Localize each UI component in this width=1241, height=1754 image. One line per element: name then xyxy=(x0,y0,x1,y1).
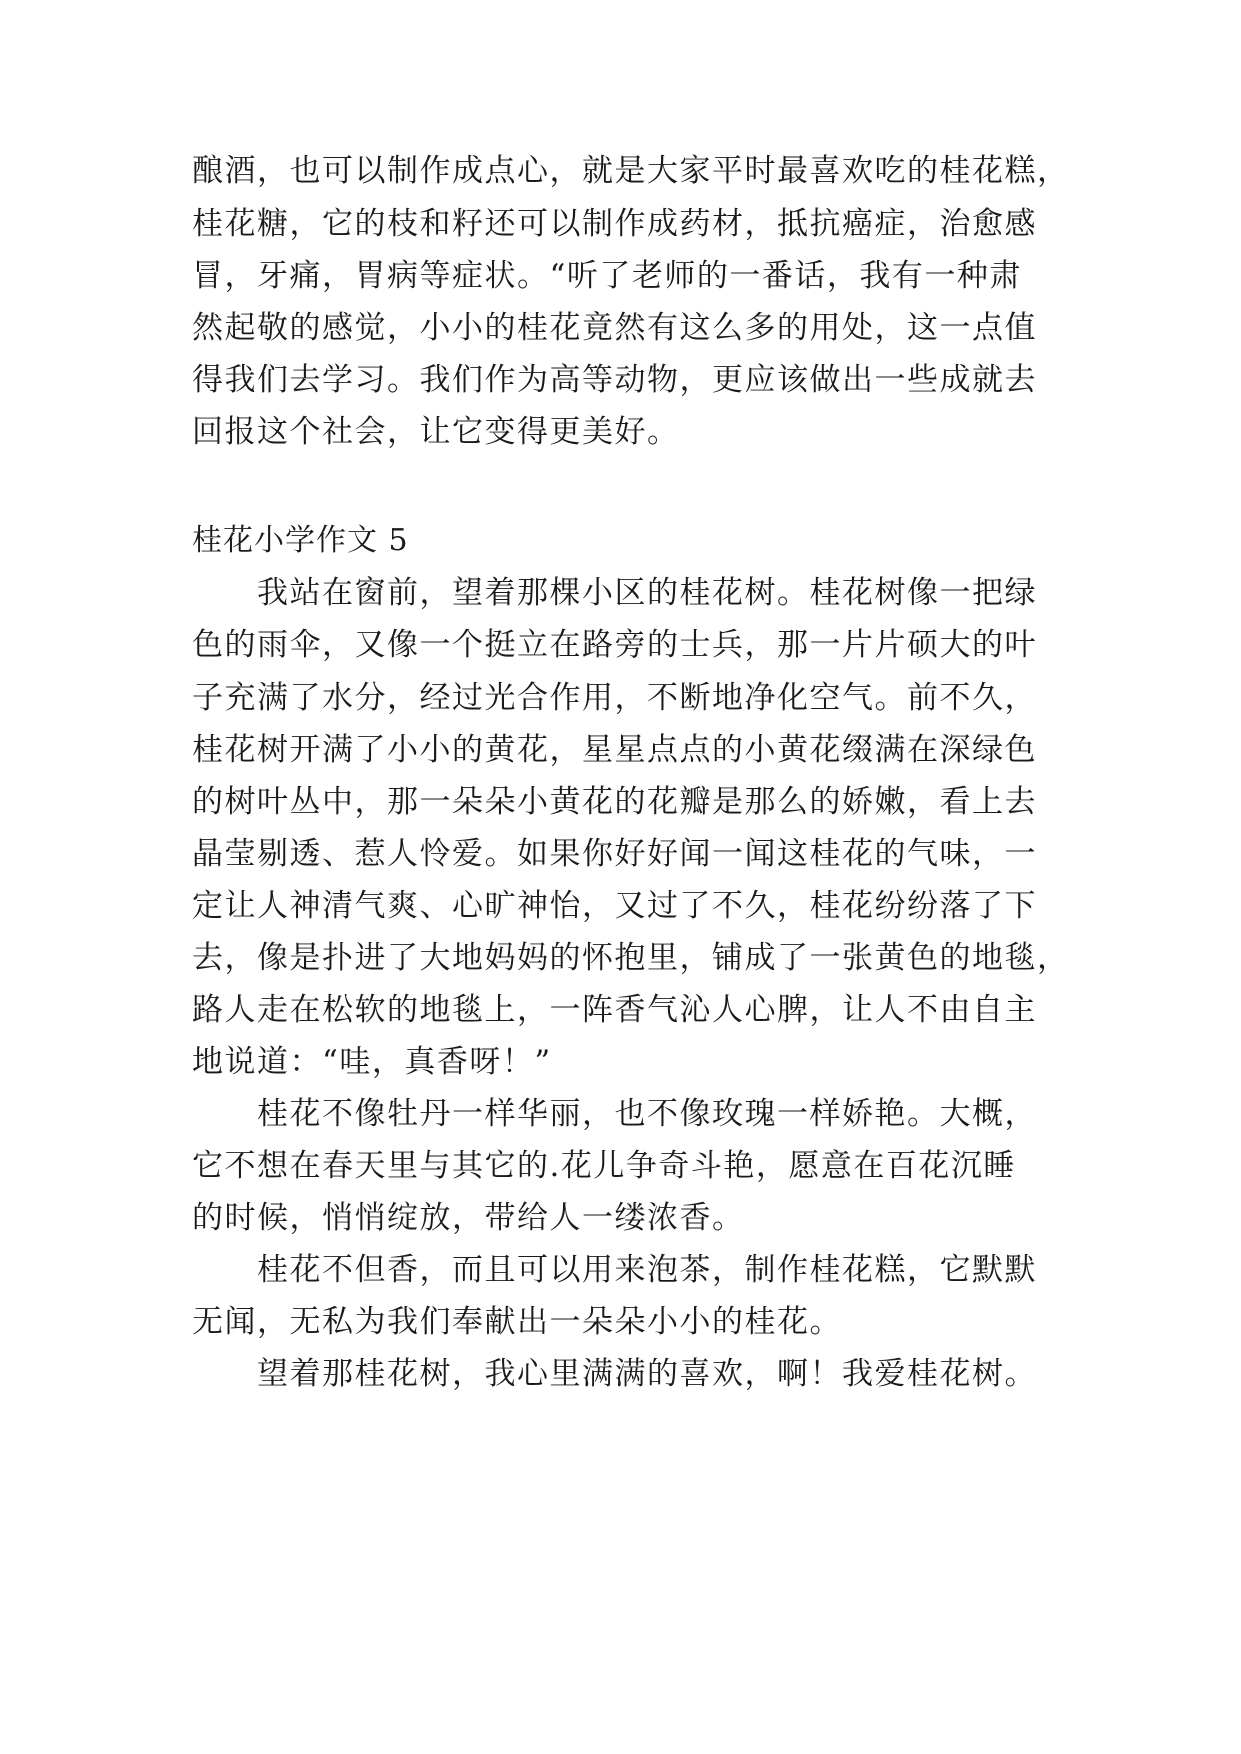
continuation-line: 回报这个社会，让它变得更美好。 xyxy=(192,414,680,450)
paragraph-line: 路人走在松软的地毯上，一阵香气沁人心脾，让人不由自主 xyxy=(192,992,1037,1028)
paragraph-line: 的时候，悄悄绽放，带给人一缕浓香。 xyxy=(192,1200,745,1236)
essay-title: 桂花小学作文 5 xyxy=(192,523,409,558)
continuation-line: 得我们去学习。我们作为高等动物，更应该做出一些成就去 xyxy=(192,362,1037,398)
paragraph-line: 我站在窗前，望着那棵小区的桂花树。桂花树像一把绿 xyxy=(257,575,1037,611)
paragraph-line: 色的雨伞，又像一个挺立在路旁的士兵，那一片片硕大的叶 xyxy=(192,627,1037,663)
continuation-line: 然起敬的感觉，小小的桂花竟然有这么多的用处，这一点值 xyxy=(192,310,1037,346)
continuation-line: 桂花糖，它的枝和籽还可以制作成药材，抵抗癌症，治愈感 xyxy=(192,206,1037,242)
paragraph-line: 望着那桂花树，我心里满满的喜欢，啊！我爱桂花树。 xyxy=(257,1356,1037,1392)
paragraph-line: 定让人神清气爽、心旷神怡，又过了不久，桂花纷纷落了下 xyxy=(192,888,1037,924)
paragraph-line: 桂花不像牡丹一样华丽，也不像玫瑰一样娇艳。大概， xyxy=(257,1096,1037,1132)
paragraph-line: 桂花树开满了小小的黄花，星星点点的小黄花缀满在深绿色 xyxy=(192,732,1037,768)
paragraph-line: 无闻，无私为我们奉献出一朵朵小小的桂花。 xyxy=(192,1304,842,1340)
paragraph-line: 桂花不但香，而且可以用来泡茶，制作桂花糕，它默默 xyxy=(257,1252,1037,1288)
paragraph-line: 晶莹剔透、惹人怜爱。如果你好好闻一闻这桂花的气味，一 xyxy=(192,836,1037,872)
paragraph-line: 子充满了水分，经过光合作用，不断地净化空气。前不久， xyxy=(192,680,1037,716)
paragraph-line: 去，像是扑进了大地妈妈的怀抱里，铺成了一张黄色的地毯， xyxy=(192,940,1070,976)
paragraph-line: 地说道：“哇，真香呀！” xyxy=(192,1044,552,1080)
paragraph-line: 的树叶丛中，那一朵朵小黄花的花瓣是那么的娇嫩，看上去 xyxy=(192,784,1037,820)
paragraph-line: 它不想在春天里与其它的.花儿争奇斗艳，愿意在百花沉睡 xyxy=(192,1148,1016,1184)
continuation-line: 冒，牙痛，胃病等症状。“听了老师的一番话，我有一种肃 xyxy=(192,258,1022,294)
continuation-line: 酿酒，也可以制作成点心，就是大家平时最喜欢吃的桂花糕， xyxy=(192,153,1070,189)
